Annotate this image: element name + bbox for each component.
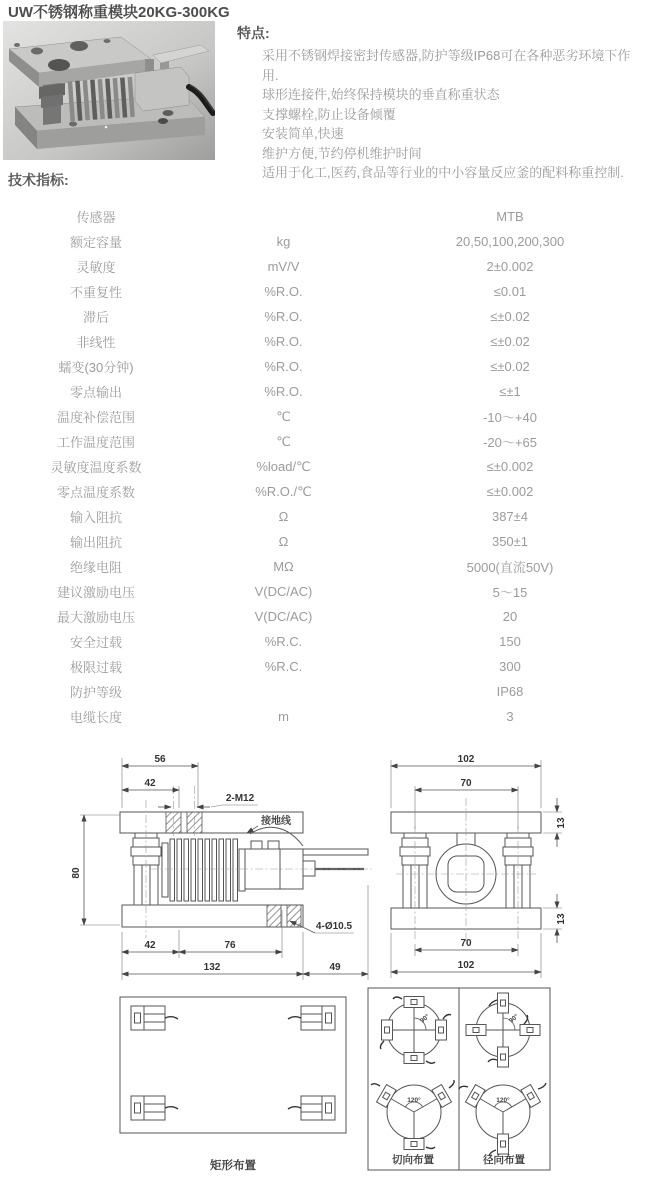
spec-name: 安全过载	[69, 635, 122, 650]
dim-plate-top: 13	[556, 817, 567, 829]
spec-name: 输出阻抗	[69, 535, 122, 550]
specs-heading: 技术指标:	[8, 172, 69, 188]
spec-value: 5～15	[492, 585, 528, 600]
spec-name: 非线性	[76, 335, 116, 350]
spec-name: 灵敏度	[76, 260, 116, 275]
spec-value: 300	[499, 659, 521, 674]
spec-value: ≤±0.02	[490, 359, 530, 374]
layout-cell	[288, 1096, 335, 1120]
spec-unit: ℃	[276, 433, 291, 449]
label-bolt-spec: 2-M12	[225, 793, 255, 804]
photo-bellows	[68, 77, 135, 121]
spec-value: 20,50,100,200,300	[455, 234, 565, 249]
spec-name: 传感器	[76, 210, 116, 225]
spec-unit: Ω	[278, 534, 289, 549]
spec-name: 灵敏度温度系数	[50, 460, 142, 475]
feature-item: 维护方便,节约停机维护时间	[262, 145, 422, 161]
dim-bottom-left: 42	[144, 940, 156, 951]
spec-row	[0, 254, 645, 279]
dim-front-top-total: 102	[457, 754, 475, 765]
rect-layout-label: 矩形布置	[210, 1160, 256, 1172]
spec-unit: V(DC/AC)	[254, 609, 313, 624]
angle-label: 120°	[496, 1097, 510, 1104]
spec-row	[0, 429, 645, 454]
page-title: UW不锈钢称重模块20KG-300KG	[8, 4, 230, 21]
spec-unit: %R.C.	[264, 659, 303, 674]
spec-row	[0, 279, 645, 304]
dim-top-inner: 42	[144, 778, 156, 789]
layout-cell	[131, 1006, 178, 1030]
dim-front-bottom-total: 102	[457, 960, 475, 971]
spec-unit: %R.O.	[264, 284, 303, 299]
feature-item: 适用于化工,医药,食品等行业的中小容量反应釜的配料称重控制.	[262, 165, 624, 180]
spec-name: 额定容量	[69, 235, 122, 250]
spec-value: ≤±0.002	[486, 484, 534, 499]
spec-unit: %R.O./℃	[255, 483, 312, 499]
spec-unit: mV/V	[267, 259, 300, 274]
tri-tangential-diagram	[371, 1080, 454, 1150]
spec-row	[0, 579, 645, 604]
dim-height: 80	[71, 867, 82, 879]
spec-unit: %R.O.	[264, 359, 303, 374]
spec-name: 建议激励电压	[56, 585, 135, 600]
feature-item: 球形连接件,始终保持模块的垂直称重状态	[262, 87, 500, 102]
quad-radial-diagram	[466, 993, 540, 1067]
spec-name: 滞后	[82, 310, 109, 325]
layout-cell	[131, 1096, 178, 1120]
tri-radial-diagram	[459, 1083, 546, 1156]
spec-row	[0, 479, 645, 504]
spec-unit: Ω	[278, 509, 289, 524]
label-ground-wire: 接地线	[261, 816, 291, 827]
side-view-drawing	[71, 754, 372, 980]
tangential-label: 切向布置	[392, 1154, 434, 1166]
spec-value: ≤±0.02	[490, 309, 530, 324]
technical-drawings	[0, 742, 645, 1184]
spec-unit: %R.O.	[264, 334, 303, 349]
spec-value: -10～+40	[483, 410, 537, 425]
spec-name: 不重复性	[69, 285, 122, 300]
rect-layout-diagram	[120, 997, 346, 1172]
spec-value: ≤0.01	[493, 284, 527, 299]
spec-unit: %R.O.	[264, 309, 303, 324]
dim-bottom-total: 132	[203, 962, 221, 973]
quad-tangential-diagram	[380, 997, 451, 1064]
spec-name: 零点输出	[69, 385, 122, 400]
feature-item: 支撑螺栓,防止设备倾覆	[262, 106, 396, 122]
front-view-drawing	[391, 754, 567, 978]
spec-unit: kg	[276, 234, 291, 249]
angle-label: 120°	[407, 1097, 421, 1104]
spec-row	[0, 604, 645, 629]
spec-value: IP68	[496, 684, 524, 699]
spec-value: 387±4	[491, 509, 529, 524]
spec-row	[0, 329, 645, 354]
arrangement-panel	[368, 988, 550, 1170]
spec-row	[0, 379, 645, 404]
feature-item: 采用不锈钢焊接密封传感器,防护等级IP68可在各种恶劣环境下作用.	[262, 48, 631, 83]
layout-cell	[288, 1006, 335, 1030]
spec-value: 2±0.002	[486, 259, 534, 274]
features-section	[237, 23, 643, 183]
spec-row	[0, 354, 645, 379]
spec-value: ≤±0.002	[486, 459, 534, 474]
spec-row	[0, 554, 645, 579]
spec-row	[0, 629, 645, 654]
spec-name: 极限过载	[69, 660, 122, 675]
spec-value: MTB	[496, 209, 524, 224]
feature-item: 安装简单,快速	[262, 126, 344, 141]
spec-value: 350±1	[491, 534, 529, 549]
spec-name: 输入阻抗	[69, 510, 122, 525]
dim-top-width: 56	[154, 754, 166, 765]
spec-unit: m	[278, 709, 289, 724]
spec-name: 温度补偿范围	[56, 410, 135, 425]
spec-name: 工作温度范围	[56, 435, 135, 450]
radial-label: 径向布置	[483, 1154, 525, 1166]
spec-value: 150	[499, 634, 521, 649]
spec-value: -20～+65	[483, 435, 537, 450]
dim-front-bottom-inner: 70	[460, 938, 472, 949]
spec-unit: %R.C.	[264, 634, 303, 649]
angle-label: 90°	[419, 1013, 432, 1025]
spec-value: ≤±0.02	[490, 334, 530, 349]
spec-row	[0, 204, 645, 229]
spec-row	[0, 679, 645, 704]
angle-label: 90°	[508, 1013, 521, 1025]
spec-name: 防护等级	[69, 685, 122, 700]
spec-row	[0, 654, 645, 679]
specs-table	[0, 204, 645, 729]
spec-value: 3	[506, 709, 514, 724]
features-heading: 特点:	[237, 25, 270, 41]
spec-row	[0, 229, 645, 254]
dim-bottom-mid: 76	[224, 940, 236, 951]
spec-row	[0, 704, 645, 729]
spec-value: 20	[502, 609, 518, 624]
spec-unit: ℃	[276, 408, 291, 424]
label-hole-spec: 4-Ø10.5	[315, 921, 353, 932]
product-photo-load-cell-module	[3, 21, 215, 160]
spec-row	[0, 454, 645, 479]
spec-row	[0, 404, 645, 429]
spec-row	[0, 529, 645, 554]
spec-name: 蠕变(30分钟)	[58, 360, 134, 375]
spec-unit: V(DC/AC)	[254, 584, 313, 599]
dim-plate-bottom: 13	[556, 913, 567, 925]
side-arm	[295, 849, 368, 855]
spec-unit: MΩ	[273, 559, 294, 574]
spec-name: 绝缘电阻	[69, 560, 122, 575]
feature-list	[237, 46, 643, 183]
spec-unit: %load/℃	[256, 458, 311, 474]
spec-row	[0, 304, 645, 329]
spec-value: 5000(直流50V)	[466, 560, 554, 575]
spec-value: ≤±1	[499, 384, 521, 399]
spec-row	[0, 504, 645, 529]
spec-unit: %R.O.	[264, 384, 303, 399]
spec-name: 最大激励电压	[56, 610, 135, 625]
dim-cable: 49	[329, 962, 341, 973]
spec-name: 零点温度系数	[56, 485, 135, 500]
dim-front-top-inner: 70	[460, 778, 472, 789]
spec-name: 电缆长度	[69, 710, 122, 725]
